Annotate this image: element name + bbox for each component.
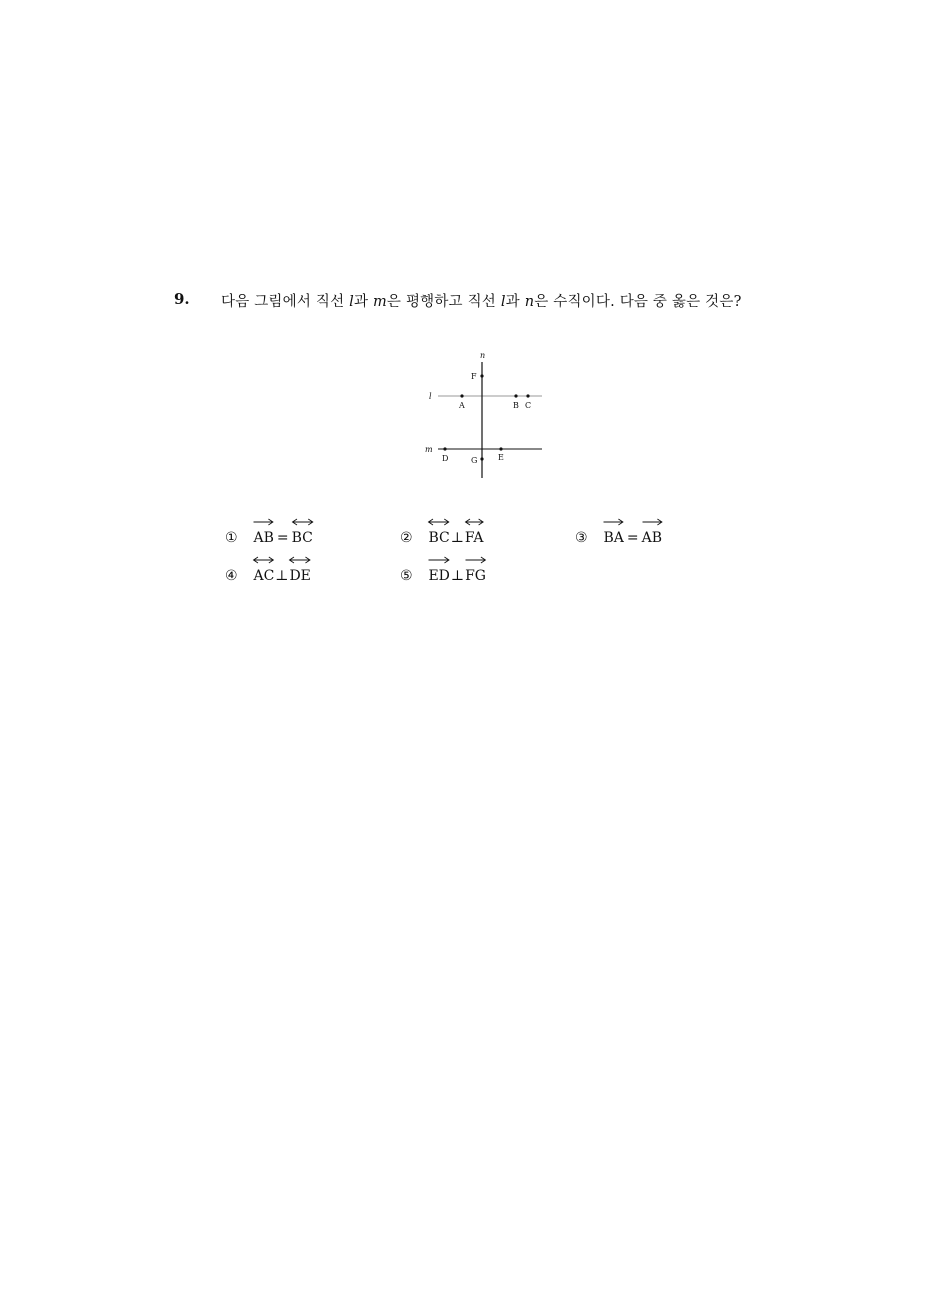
point-e-label: E — [498, 453, 504, 462]
ray-ba: BA — [603, 525, 623, 549]
question-number: 9. — [174, 290, 190, 308]
choice-number: ③ — [575, 530, 588, 546]
line-bc: BC — [292, 525, 313, 549]
line-bc: BC — [428, 525, 449, 549]
line-l-label: l — [349, 294, 354, 310]
choice-5[interactable] — [400, 563, 486, 585]
choice-number: ④ — [225, 568, 238, 584]
point-b — [514, 394, 517, 397]
question-text-part: 과 — [353, 294, 373, 310]
question-text — [221, 289, 761, 315]
ray-arrow-icon — [642, 518, 662, 526]
point-d-label: D — [442, 454, 449, 463]
ray-ed: ED — [428, 563, 449, 587]
line-m-label: m — [372, 294, 387, 310]
point-f — [480, 374, 483, 377]
point-a — [460, 394, 463, 397]
line-arrow-icon — [289, 556, 310, 564]
point-d — [443, 447, 446, 450]
line-n-label: n — [524, 294, 535, 310]
choice-4[interactable] — [225, 563, 311, 585]
operator: ⊥ — [450, 568, 465, 584]
ray-arrow-icon — [465, 556, 486, 564]
point-c — [526, 394, 529, 397]
operator: = — [276, 530, 289, 546]
operator: = — [626, 530, 639, 546]
choice-2[interactable] — [400, 525, 484, 547]
operator: ⊥ — [275, 568, 289, 584]
point-e — [499, 447, 502, 450]
choice-1[interactable] — [225, 525, 313, 547]
ray-ab: AB — [642, 525, 662, 549]
ray-ab: AB — [253, 525, 273, 549]
line-n-label: n — [480, 351, 486, 360]
ray-arrow-icon — [428, 556, 449, 564]
question-text-part: 다음 그림에서 직선 — [221, 294, 350, 310]
ray-arrow-icon — [253, 518, 273, 526]
point-g — [480, 457, 483, 460]
ray-arrow-icon — [603, 518, 623, 526]
line-arrow-icon — [465, 518, 484, 526]
choice-3[interactable] — [575, 525, 662, 547]
choice-number: ② — [400, 530, 413, 546]
geometry-figure — [418, 348, 548, 483]
line-arrow-icon — [253, 556, 274, 564]
line-l-label: l — [500, 294, 506, 310]
question-text-part: 은 평행하고 직선 — [386, 294, 501, 310]
line-de: DE — [289, 563, 310, 587]
line-l-label: l — [429, 392, 432, 401]
operator: ⊥ — [450, 530, 464, 546]
point-g-label: G — [471, 456, 478, 465]
choice-number: ⑤ — [400, 568, 413, 584]
point-c-label: C — [525, 401, 532, 410]
line-m-label: m — [425, 445, 433, 454]
line-arrow-icon — [292, 518, 313, 526]
point-b-label: B — [513, 401, 519, 410]
choice-number: ① — [225, 530, 238, 546]
point-f-label: F — [471, 372, 477, 381]
line-arrow-icon — [428, 518, 449, 526]
question-text-part: 은 수직이다. 다음 중 옳은 것은? — [534, 294, 742, 310]
line-ac: AC — [253, 563, 274, 587]
point-a-label: A — [459, 401, 465, 410]
line-fa: FA — [465, 525, 484, 549]
question-text-part: 과 — [505, 294, 525, 310]
ray-fg: FG — [465, 563, 486, 587]
